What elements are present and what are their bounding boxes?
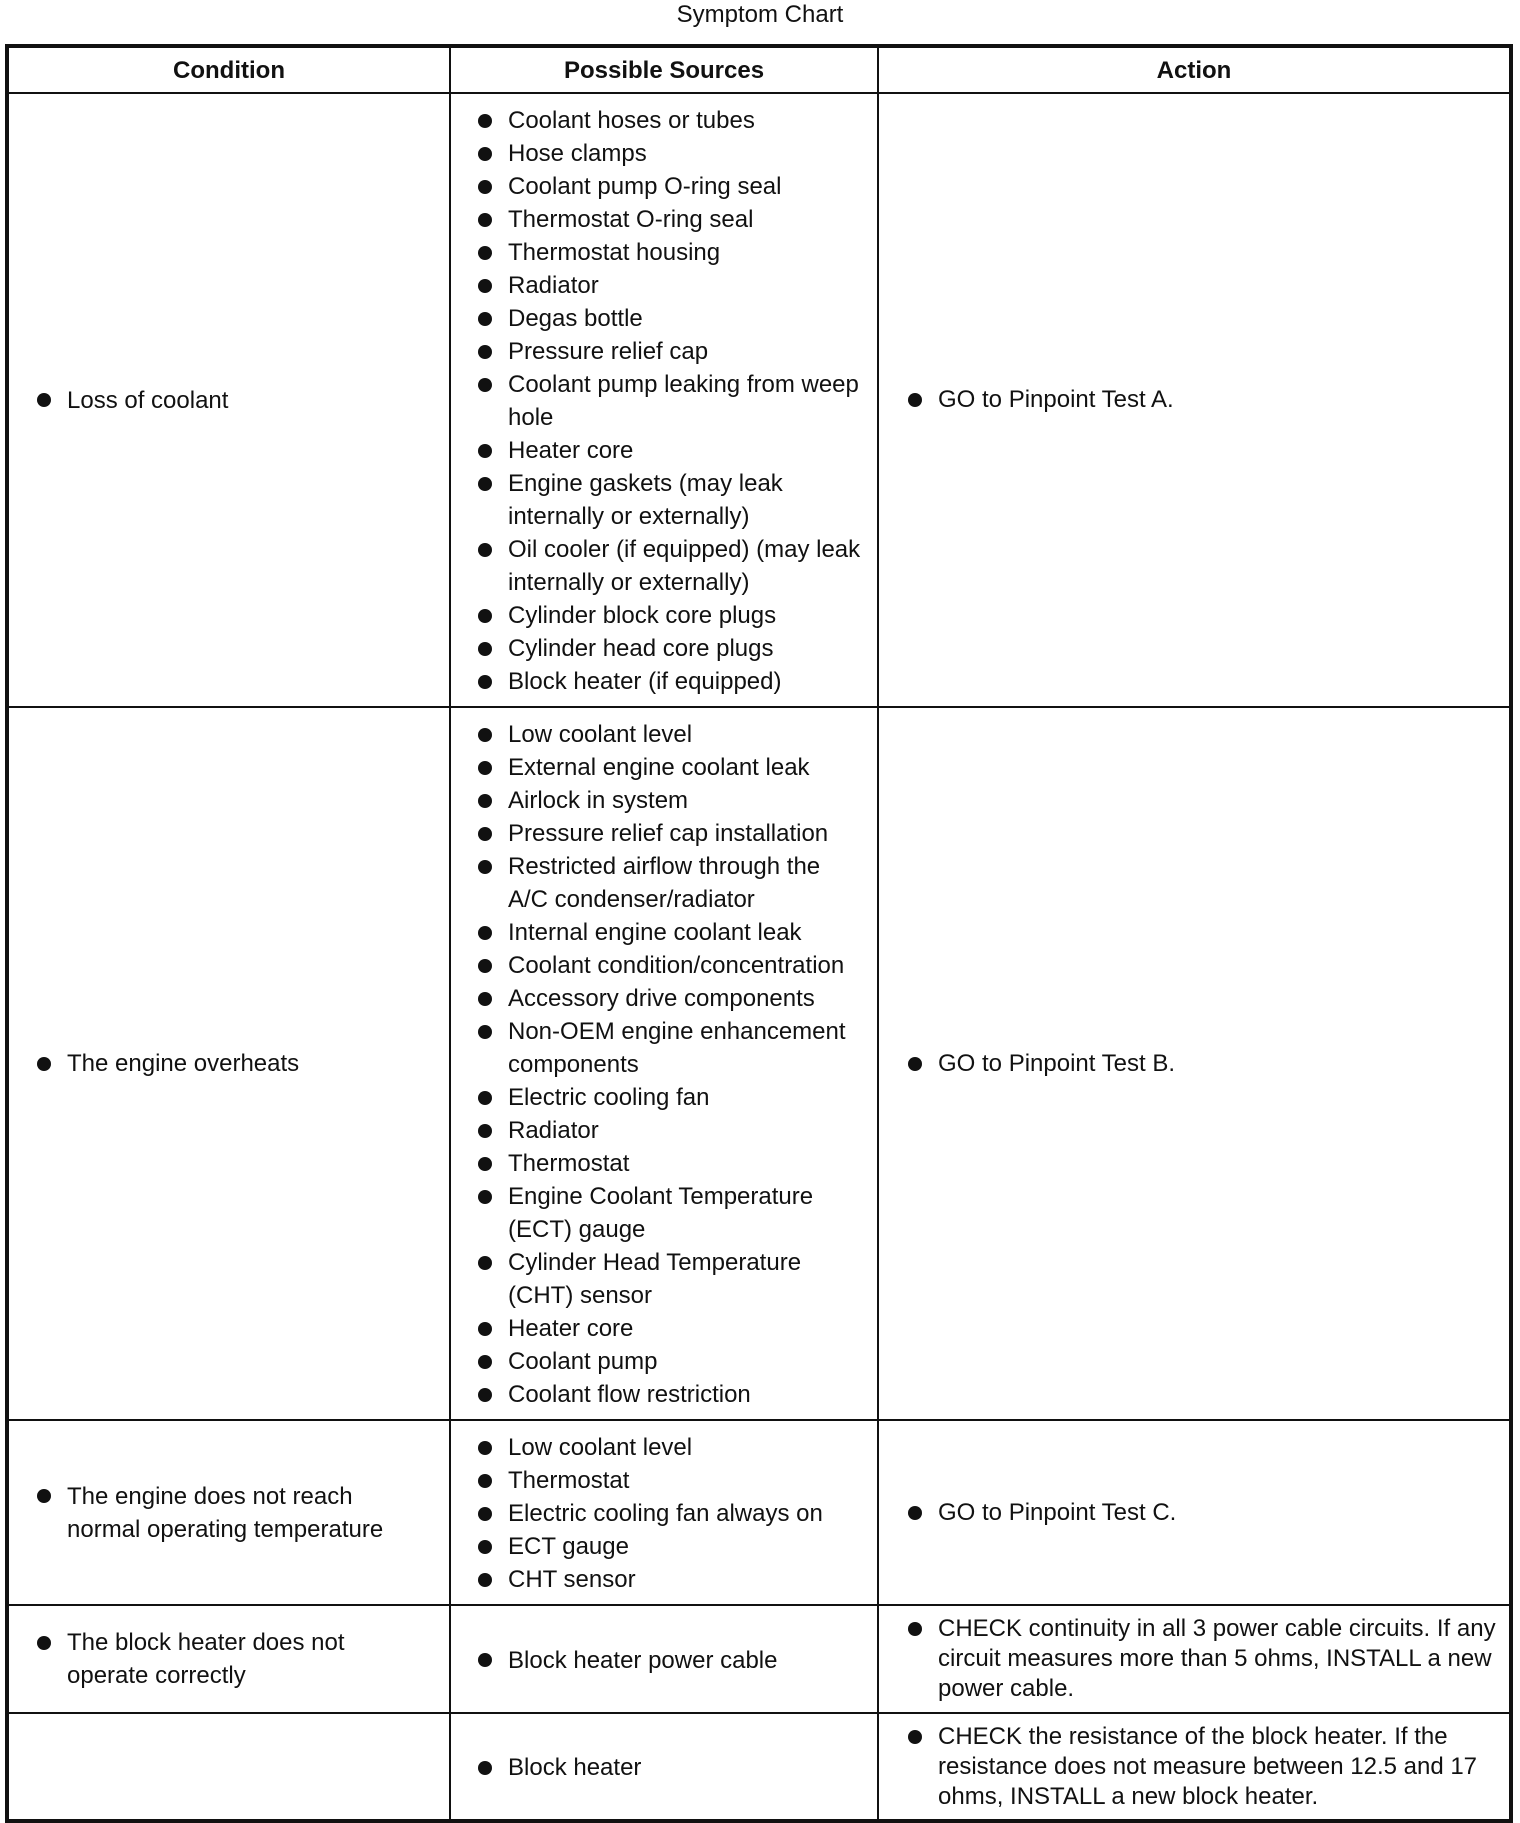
action-cell [878,93,1511,707]
bullet-icon [476,949,508,982]
source-item [476,665,863,698]
source-item [476,982,863,1015]
bullet-icon [476,599,508,632]
sources-cell [450,93,878,707]
bullet-icon [476,1464,508,1497]
source-item-text: Coolant flow restriction [508,1381,751,1408]
action-item-text: CHECK continuity in all 3 power cable circuits. If any circuit measures more than 5 ohms, INSTALL a new power cable. [938,1615,1496,1702]
bullet-icon [476,434,508,467]
source-item [476,1644,863,1677]
bullet-icon [476,533,508,566]
bullet-icon [35,1047,67,1080]
source-item-text: Electric cooling fan always on [508,1500,823,1527]
source-item-text: Heater core [508,1315,634,1342]
bullet-icon [476,368,508,401]
bullet-icon [476,1530,508,1563]
bullet-icon [906,1498,938,1528]
bullet-icon [476,1563,508,1596]
header-row [7,46,1511,93]
table-row [7,1713,1511,1821]
condition-item [35,1480,429,1546]
source-item-text: Thermostat [508,1150,630,1177]
action-item-text: GO to Pinpoint Test C. [938,1498,1177,1526]
source-item [476,718,863,751]
source-item [476,533,863,599]
source-item [476,104,863,137]
bullet-icon [476,982,508,1015]
symptom-chart-table [5,44,1513,1823]
source-item [476,916,863,949]
condition-item [35,1047,429,1080]
action-item-text: CHECK the resistance of the block heater. If the resistance does not measure between 12.5 and 17 ohms, INSTALL a new block heater. [938,1722,1478,1810]
source-item-text: Coolant pump [508,1348,658,1375]
condition-item-text: The block heater does not operate correctly [67,1629,345,1689]
source-item [476,751,863,784]
source-item-text: Non-OEM engine enhancement components [508,1018,846,1078]
source-item [476,784,863,817]
bullet-icon [476,1644,508,1677]
source-item-text: Engine gaskets (may leak internally or externally) [508,470,783,530]
source-item [476,1530,863,1563]
action-cell [878,1420,1511,1605]
source-item [476,1563,863,1596]
source-item [476,632,863,665]
bullet-icon [906,385,938,415]
condition-cell [7,1605,450,1713]
bullet-icon [35,1626,67,1659]
bullet-icon [35,384,67,417]
condition-item-text: The engine does not reach normal operating temperature [67,1482,384,1543]
source-item [476,434,863,467]
bullet-icon [906,1614,938,1644]
chart-caption: Symptom Chart [676,1,844,28]
sources-cell [450,1605,878,1713]
header-condition: Condition [7,46,450,93]
source-item [476,1246,863,1312]
condition-item [35,384,429,417]
condition-cell [7,1420,450,1605]
source-item [476,1378,863,1411]
source-item-text: Cylinder block core plugs [508,602,777,629]
source-item [476,335,863,368]
source-item-text: Airlock in system [508,787,689,814]
bullet-icon [476,170,508,203]
action-item [906,1722,1499,1812]
bullet-icon [476,467,508,500]
action-item [906,1049,1499,1079]
bullet-icon [476,302,508,335]
bullet-icon [476,718,508,751]
source-item-text: Oil cooler (if equipped) (may leak internally or externally) [508,536,861,596]
source-item-text: Coolant condition/concentration [508,952,845,979]
source-item-text: Restricted airflow through the A/C condenser/radiator [508,853,821,913]
bullet-icon [476,1345,508,1378]
source-item-text: Block heater (if equipped) [508,668,782,695]
source-item-text: Hose clamps [508,140,647,167]
condition-item [35,1626,429,1692]
bullet-icon [476,1015,508,1048]
source-item [476,1464,863,1497]
bullet-icon [476,1180,508,1213]
bullet-icon [476,335,508,368]
action-item [906,1498,1499,1528]
bullet-icon [476,269,508,302]
source-item-text: Coolant hoses or tubes [508,107,755,134]
bullet-icon [476,665,508,698]
action-cell [878,1605,1511,1713]
bullet-icon [476,1147,508,1180]
source-item-text: Radiator [508,272,599,299]
source-item-text: Heater core [508,437,634,464]
bullet-icon [476,1312,508,1345]
source-item-text: Pressure relief cap [508,338,709,365]
source-item-text: Accessory drive components [508,985,815,1012]
action-item [906,385,1499,415]
table-body [7,93,1511,1821]
source-item [476,1081,863,1114]
source-item [476,203,863,236]
bullet-icon [476,850,508,883]
condition-item-text: Loss of coolant [67,386,229,414]
bullet-icon [476,236,508,269]
bullet-icon [476,751,508,784]
sources-cell [450,707,878,1420]
source-item [476,949,863,982]
source-item [476,1180,863,1246]
bullet-icon [476,1081,508,1114]
source-item-text: External engine coolant leak [508,754,810,781]
source-item [476,236,863,269]
table-row [7,1605,1511,1713]
source-item-text: Electric cooling fan [508,1084,710,1111]
source-item [476,269,863,302]
source-item [476,137,863,170]
source-item [476,368,863,434]
bullet-icon [476,203,508,236]
source-item [476,1751,863,1784]
bullet-icon [476,1431,508,1464]
action-cell [878,1713,1511,1821]
sources-cell [450,1713,878,1821]
source-item [476,170,863,203]
bullet-icon [476,1497,508,1530]
bullet-icon [476,1114,508,1147]
source-item-text: Low coolant level [508,1434,693,1461]
table-row [7,707,1511,1420]
source-item-text: Low coolant level [508,721,693,748]
bullet-icon [906,1722,938,1752]
source-item [476,302,863,335]
source-item [476,1114,863,1147]
source-item-text: Block heater [508,1754,642,1781]
source-item-text: Internal engine coolant leak [508,919,802,946]
source-item [476,1015,863,1081]
bullet-icon [476,1378,508,1411]
source-item-text: CHT sensor [508,1566,636,1593]
source-item [476,1431,863,1464]
source-item [476,599,863,632]
source-item-text: Degas bottle [508,305,643,332]
source-item-text: Coolant pump leaking from weep hole [508,371,859,431]
source-item-text: Radiator [508,1117,599,1144]
source-item [476,1147,863,1180]
bullet-icon [476,916,508,949]
action-cell [878,707,1511,1420]
source-item-text: Coolant pump O-ring seal [508,173,782,200]
condition-cell [7,93,450,707]
source-item-text: Thermostat housing [508,239,721,266]
action-item-text: GO to Pinpoint Test B. [938,1049,1176,1077]
source-item-text: Thermostat O-ring seal [508,206,754,233]
source-item-text: Engine Coolant Temperature (ECT) gauge [508,1183,814,1243]
source-item-text: Block heater power cable [508,1646,778,1674]
source-item-text: Pressure relief cap installation [508,820,829,847]
source-item-text: ECT gauge [508,1533,629,1560]
source-item-text: Cylinder head core plugs [508,635,774,662]
condition-cell [7,707,450,1420]
bullet-icon [476,137,508,170]
source-item-text: Cylinder Head Temperature (CHT) sensor [508,1249,802,1309]
action-item [906,1614,1499,1704]
source-item [476,1312,863,1345]
bullet-icon [476,784,508,817]
bullet-icon [476,1751,508,1784]
action-item-text: GO to Pinpoint Test A. [938,386,1174,413]
source-item [476,850,863,916]
condition-cell [7,1713,450,1821]
bullet-icon [476,632,508,665]
bullet-icon [906,1049,938,1079]
source-item [476,1345,863,1378]
sources-cell [450,1420,878,1605]
bullet-icon [476,1246,508,1279]
header-action: Action [878,46,1511,93]
table-row [7,1420,1511,1605]
source-item [476,1497,863,1530]
condition-item-text: The engine overheats [67,1050,300,1077]
table-row [7,93,1511,707]
source-item [476,467,863,533]
bullet-icon [476,104,508,137]
bullet-icon [35,1480,67,1513]
bullet-icon [476,817,508,850]
source-item [476,817,863,850]
source-item-text: Thermostat [508,1467,630,1494]
header-possible-sources: Possible Sources [450,46,878,93]
